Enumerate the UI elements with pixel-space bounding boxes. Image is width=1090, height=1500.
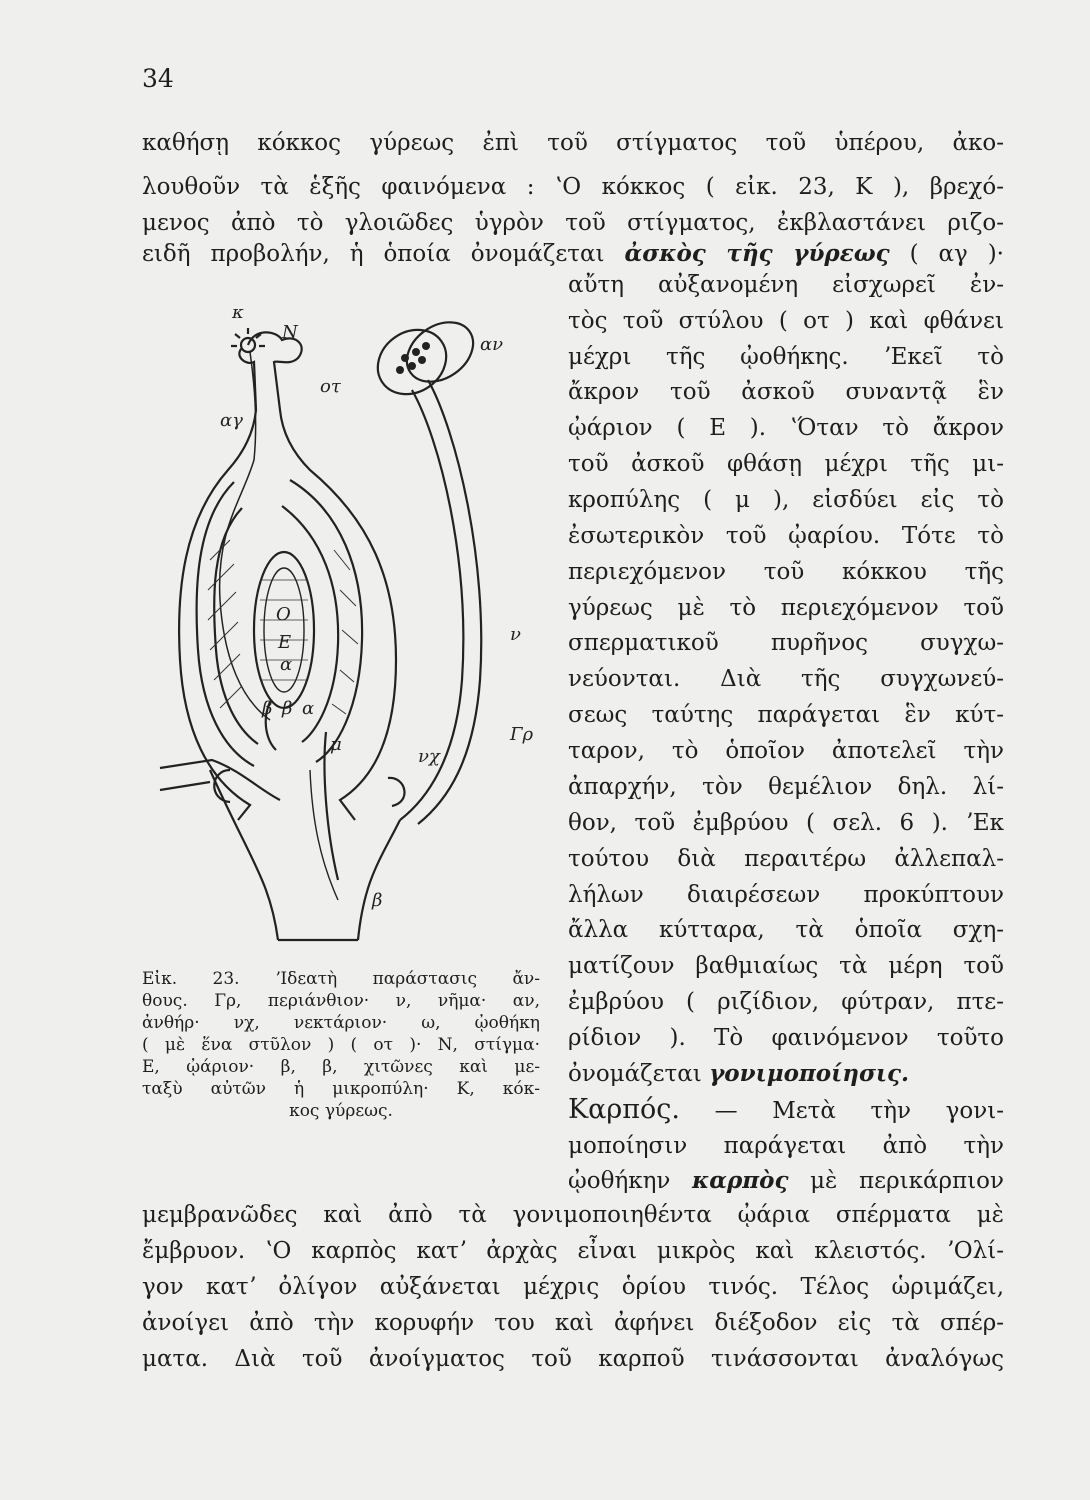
column-line-18: λήλων διαιρέσεων προκύπτουν bbox=[568, 882, 1004, 908]
column-line-1: αὔτη αὐξανομένη εἰσχωρεῖ ἐν- bbox=[568, 272, 1004, 298]
closing-line-4: ἀνοίγει ἀπὸ τὴν κορυφήν του καὶ ἀφήνει διέξοδον εἰς τὰ σπέρ- bbox=[142, 1310, 1004, 1336]
label-a2: α bbox=[302, 698, 315, 719]
column-line-2: τὸς τοῦ στύλου ( οτ ) καὶ φθάνει bbox=[568, 308, 1004, 334]
column-line-20: ματίζουν βαθμιαίως τὰ μέρη τοῦ bbox=[568, 953, 1004, 979]
label-e: Ε bbox=[278, 632, 292, 653]
label-b1: β bbox=[262, 698, 273, 719]
label-ag: αγ bbox=[220, 410, 243, 431]
column-line-8: ἐσωτερικὸν τοῦ ᾠαρίου. Τότε τὸ bbox=[568, 523, 1004, 549]
column-line-21: ἐμβρύου ( ριζίδιον, φύτραν, πτε- bbox=[568, 989, 1004, 1015]
hatching bbox=[208, 540, 358, 714]
closing-line-2: ἔμβρυον. ʽΟ καρπὸς κατʼ ἀρχὰς εἶναι μικρὸς καὶ κλειστός. ʼΟλί- bbox=[142, 1238, 1004, 1264]
caption-line-3: ἀνθήρ· νχ, νεκτάριον· ω, ᾠοθήκη bbox=[142, 1013, 540, 1033]
karpos-line-start: ᾠοθήκην bbox=[568, 1168, 671, 1194]
karpos-line bbox=[568, 1166, 1004, 1196]
caption-line-7: κος γύρεως. bbox=[289, 1101, 393, 1121]
column-line-4: ἄκρον τοῦ ἀσκοῦ συναντᾷ ἓν bbox=[568, 379, 1004, 405]
term-gonimopoiisis: γονιμοποίησις. bbox=[709, 1060, 910, 1087]
section-heading-line bbox=[568, 1095, 1004, 1126]
column-line-5: ᾠάριον ( Ε ). ʽΌταν τὸ ἄκρον bbox=[568, 415, 1004, 441]
label-ot: οτ bbox=[320, 376, 341, 397]
label-k: κ bbox=[232, 302, 244, 323]
closing-line-1: μεμβρανῶδες καὶ ἀπὸ τὰ γονιμοποιηθέντα ᾠάρια σπέρματα μὲ bbox=[142, 1202, 1004, 1228]
label-an: αν bbox=[480, 334, 504, 355]
caption-line-6: ταξὺ αὐτῶν ἡ μικροπύλη· Κ, κόκ- bbox=[142, 1079, 540, 1099]
closing-line-3: γον κατʼ ὀλίγον αὐξάνεται μέχρις ὁρίου τινός. Τέλος ὡριμάζει, bbox=[142, 1274, 1004, 1300]
label-a: α bbox=[280, 654, 293, 675]
column-line-11: σπερματικοῦ πυρῆνος συγχω- bbox=[568, 630, 1004, 656]
karpos-line-end: μὲ περικάρπιον bbox=[810, 1168, 1005, 1194]
label-mu: μ bbox=[330, 734, 342, 755]
column-line-19: ἄλλα κύτταρα, τὰ ὁποῖα σχη- bbox=[568, 917, 1004, 943]
column-line-9: περιεχόμενον τοῦ κόκκου τῆς bbox=[568, 559, 1004, 585]
section-heading-rest: — Μετὰ τὴν γονι- bbox=[714, 1098, 1004, 1124]
figure-caption bbox=[142, 968, 540, 1122]
label-nu: ν bbox=[510, 624, 521, 645]
term-karpos: καρπὸς bbox=[692, 1167, 789, 1194]
section-line-2: μοποίησιν παράγεται ἀπὸ τὴν bbox=[568, 1133, 1004, 1159]
intro-line-4 bbox=[142, 239, 1004, 269]
column-line-7: κροπύλης ( μ ), εἰσδύει εἰς τὸ bbox=[568, 487, 1004, 513]
caption-line-1: Εἰκ. 23. ʼΙδεατὴ παράστασις ἄν- bbox=[142, 969, 540, 989]
column-line-12: νεύονται. Διὰ τῆς συγχωνεύ- bbox=[568, 666, 1004, 692]
column-line-10: γύρεως μὲ τὸ περιεχόμενον τοῦ bbox=[568, 595, 1004, 621]
column-line-17: τούτου διὰ περαιτέρω ἀλλεπαλ- bbox=[568, 846, 1004, 872]
column-line-16: θον, τοῦ ἐμβρύου ( σελ. 6 ). ʼΕκ bbox=[568, 810, 1004, 836]
flower-diagram bbox=[150, 300, 550, 950]
intro-line-4-start: ειδῆ προβολήν, ἡ ὁποία ὀνομάζεται bbox=[142, 241, 605, 267]
column-line-term bbox=[568, 1059, 1004, 1089]
column-line-3: μέχρι τῆς ᾠοθήκης. ʼΕκεῖ τὸ bbox=[568, 344, 1004, 370]
column-line-13: σεως ταύτης παράγεται ἓν κύτ- bbox=[568, 702, 1004, 728]
label-b: β bbox=[372, 890, 383, 911]
intro-line-1: καθήσῃ κόκκος γύρεως ἐπὶ τοῦ στίγματος τοῦ ὑπέρου, ἀκο- bbox=[142, 130, 1004, 156]
section-heading: Καρπός. bbox=[568, 1094, 680, 1125]
caption-line-5: Ε, ᾠάριον· β, β, χιτῶνες καὶ με- bbox=[142, 1057, 540, 1077]
label-gr: Γρ bbox=[510, 724, 534, 745]
term-line-start: ὀνομάζεται bbox=[568, 1061, 702, 1087]
caption-line-4: ( μὲ ἕνα στῦλον ) ( οτ )· Ν, στίγμα· bbox=[142, 1035, 540, 1055]
closing-line-5: ματα. Διὰ τοῦ ἀνοίγματος τοῦ καρποῦ τινάσσονται ἀναλόγως bbox=[142, 1346, 1004, 1372]
label-nx: νχ bbox=[418, 746, 440, 767]
intro-line-2: λουθοῦν τὰ ἑξῆς φαινόμενα : ʽΟ κόκκος ( εἰκ. 23, Κ ), βρεχό- bbox=[142, 174, 1004, 200]
column-line-14: ταρον, τὸ ὁποῖον ἀποτελεῖ τὴν bbox=[568, 738, 1004, 764]
column-line-22: ρίδιον ). Τὸ φαινόμενον τοῦτο bbox=[568, 1025, 1004, 1051]
column-line-15: ἀπαρχήν, τὸν θεμέλιον δηλ. λί- bbox=[568, 774, 1004, 800]
flower-outline bbox=[160, 310, 484, 940]
caption-line-2: θους. Γρ, περιάνθιον· ν, νῆμα· αν, bbox=[142, 991, 540, 1011]
label-n: Ν bbox=[282, 322, 298, 343]
intro-line-3: μενος ἀπὸ τὸ γλοιῶδες ὑγρὸν τοῦ στίγματος, ἐκβλαστάνει ριζο- bbox=[142, 210, 1004, 236]
pollen-dots bbox=[396, 342, 430, 374]
page-number: 34 bbox=[142, 64, 174, 93]
label-o: Ο bbox=[276, 604, 291, 625]
label-b2: β bbox=[282, 698, 293, 719]
column-line-6: τοῦ ἀσκοῦ φθάσῃ μέχρι τῆς μι- bbox=[568, 451, 1004, 477]
intro-line-4-end: ( αγ )· bbox=[909, 241, 1004, 267]
term-askos: ἀσκὸς τῆς γύρεως bbox=[624, 240, 890, 267]
